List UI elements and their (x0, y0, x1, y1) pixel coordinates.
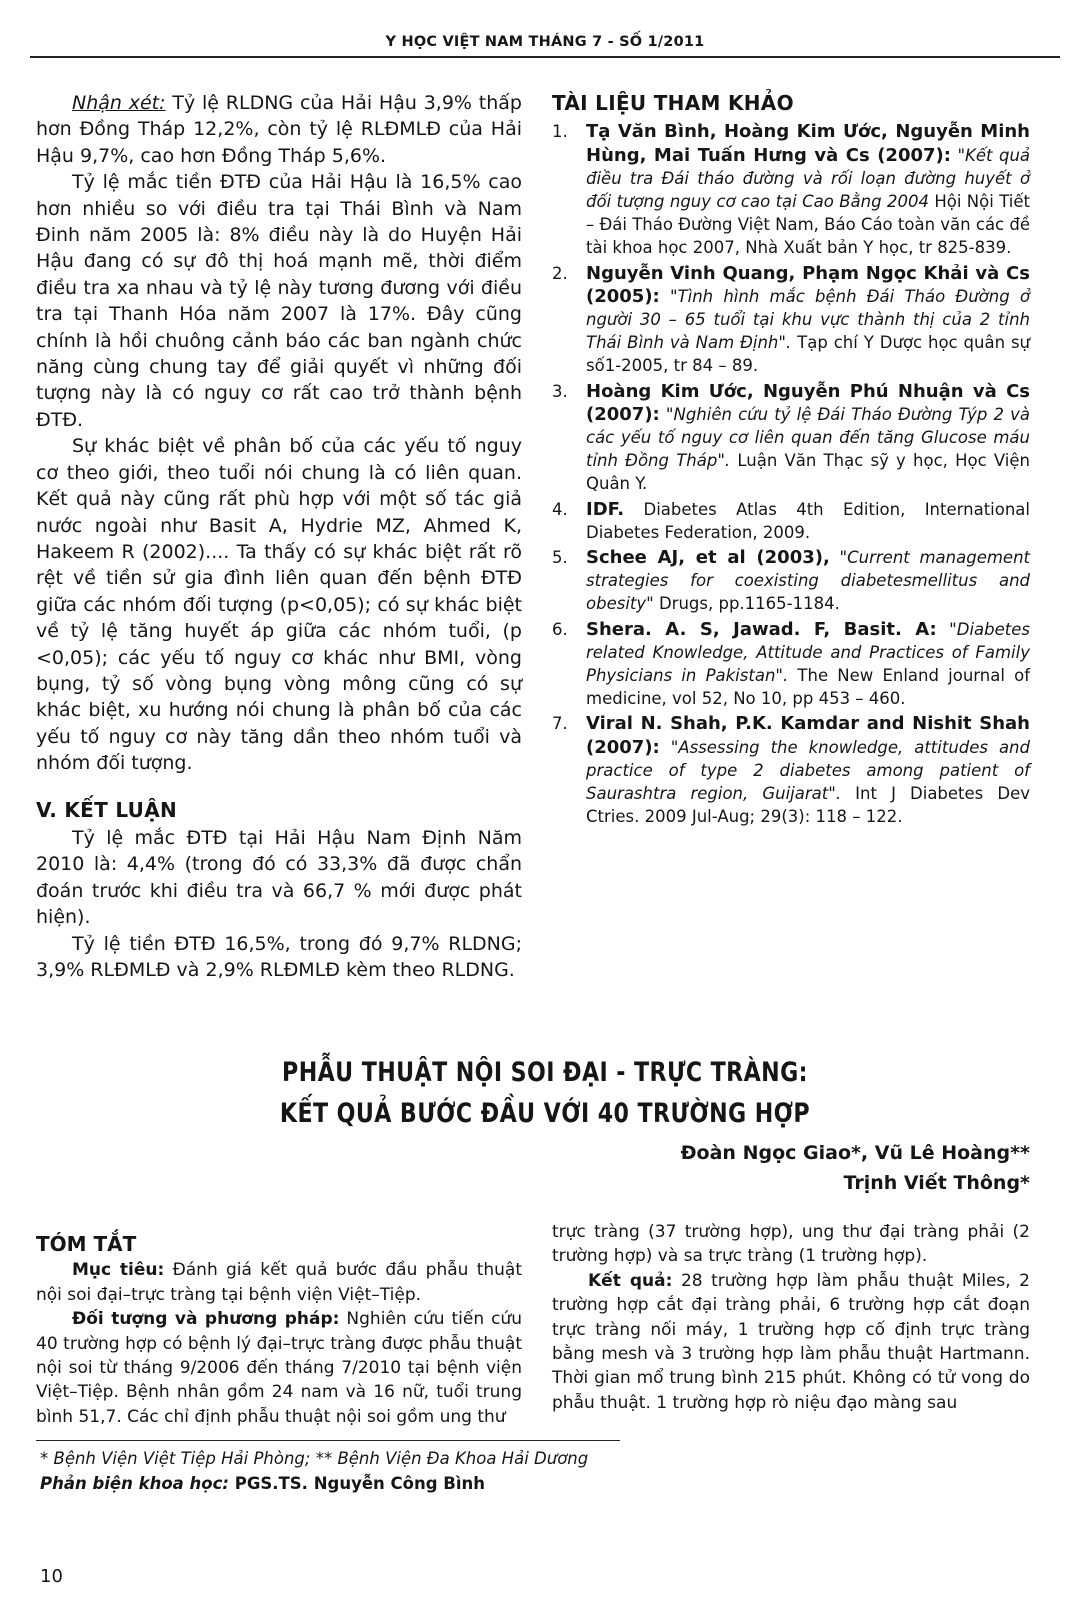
abstract-results (552, 1269, 1030, 1415)
reference-title: "Kết quả điều tra Đái tháo đường và rối loạn đường huyết ở đối tượng nguy cơ cao tại Cao Bằng 2004 (586, 145, 1031, 212)
paragraph: Sự khác biệt về phân bố của các yếu tố nguy cơ theo giới, theo tuổi nói chung là có liên quan. Kết quả này cũng rất phù hợp với một số tác giả nước ngoài như Basit A, Hydrie MZ, Ahmed K, Hakeem R (2002).... Ta thấy có sự khác biệt rất rõ rệt về tiền sử gia đình liên quan đến bệnh ĐTĐ giữa các nhóm đối tượng (p<0,05); có sự khác biệt về tỷ lệ tăng huyết áp giữa các nhóm tuổi, (p <0,05); các yếu tố nguy cơ khác như BMI, vòng bụng, tỷ số vòng bụng vòng mông cũng có sự khác biệt, xu hướng nói chung là phân bố của các yếu tố nguy cơ này tăng dần theo nhóm tuổi và nhóm đối tượng. (36, 435, 522, 775)
paragraph: Tỷ lệ tiền ĐTĐ 16,5%, trong đó 9,7% RLDNG; 3,9% RLĐMLĐ và 2,9% RLĐMLĐ kèm theo RLDNG. (36, 932, 522, 981)
reference-authors: Hoàng Kim Ước, Nguyễn Phú Nhuận và Cs (2007): (586, 380, 1030, 425)
reference-number: 6. (552, 619, 568, 639)
paragraph: Tỷ lệ mắc ĐTĐ tại Hải Hậu Nam Định Năm 2010 là: 4,4% (trong đó có 33,3% đã được chẩn đoán trước khi điều tra và 66,7 % mới được phát hiện). (36, 826, 522, 929)
paragraph-remark (36, 90, 522, 169)
reference-authors: Shera. A. S, Jawad. F, Basit. A: (586, 618, 937, 640)
affiliations: * Bệnh Viện Việt Tiệp Hải Phòng; ** Bệnh Viện Đa Khoa Hải Dương (40, 1449, 589, 1468)
footnote-divider (36, 1440, 620, 1441)
reference-number: 4. (552, 499, 568, 519)
reference-authors: Tạ Văn Bình, Hoàng Kim Ước, Nguyễn Minh Hùng, Mai Tuấn Hưng và Cs (2007): (586, 121, 1030, 166)
author-line: Đoàn Ngọc Giao*, Vũ Lê Hoàng** (680, 1142, 1030, 1164)
reference-source: Drugs, pp.1165-1184. (653, 594, 840, 614)
article-title (98, 1052, 992, 1134)
right-column (552, 90, 1030, 831)
abstract-methods (36, 1307, 522, 1429)
reference-item (552, 120, 1030, 259)
running-header: Y HỌC VIỆT NAM THÁNG 7 - SỐ 1/2011 (30, 34, 1060, 58)
abstract-objective (36, 1258, 522, 1307)
remark-label: Nhận xét: (72, 92, 166, 114)
reference-title: "Tình hình mắc bệnh Đái Tháo Đường ở người 30 – 65 tuổi tại khu vực thành thị của 2 tỉnh Thái Bình và Nam Định". (586, 286, 1030, 353)
article-title-line: KẾT QUẢ BƯỚC ĐẦU VỚI 40 TRƯỜNG HỢP (279, 1098, 811, 1129)
reference-number: 2. (552, 263, 568, 283)
article-authors (681, 1138, 1030, 1198)
reference-number: 7. (552, 714, 568, 734)
reference-source: Luận Văn Thạc sỹ y học, Học Viện Quân Y. (586, 451, 1030, 494)
abstract-left-column (36, 1232, 522, 1429)
reference-item (552, 498, 1030, 544)
reference-number: 5. (552, 548, 568, 568)
reference-item (552, 262, 1030, 378)
reference-title: "Assessing the knowledge, attitudes and practice of type 2 diabetes among patient of Saurashtra region, Guijarat". (586, 737, 1030, 804)
objective-text: Đánh giá kết quả bước đầu phẫu thuật nội soi đại–trực tràng tại bệnh viện Việt–Tiệp. (36, 1260, 522, 1305)
reviewer-label: Phản biện khoa học: (40, 1474, 230, 1493)
reference-list (552, 120, 1030, 828)
abstract-continuation: trực tràng (37 trường hợp), ung thư đại tràng phải (2 trường hợp) và sa trực tràng (1 trường hợp). (552, 1222, 1030, 1267)
reference-item (552, 380, 1030, 496)
section-heading: V. KẾT LUẬN (36, 797, 178, 822)
methods-label: Đối tượng và phương pháp: (72, 1309, 340, 1330)
reference-source: Tạp chí Y Dược học quân sự số1-2005, tr 84 – 89. (586, 333, 1030, 376)
reference-title: "Current management strategies for coexisting diabetesmellitus and obesity" (586, 548, 1030, 614)
results-text: 28 trường hợp làm phẫu thuật Miles, 2 trường hợp cắt đại tràng phải, 6 trường hợp cắt đoạn trực tràng nối máy, 1 trường hợp cố định trực tràng bằng mesh và 3 trường hợp làm phẫu thuật Hartmann. Thời gian mổ trung bình 215 phút. Không có tử vong do phẫu thuật. 1 trường hợp rò niệu đạo màng sau (552, 1270, 1030, 1413)
reference-item (552, 618, 1030, 711)
remark-text: Tỷ lệ RLDNG của Hải Hậu 3,9% thấp hơn Đồng Tháp 12,2%, còn tỷ lệ RLĐMLĐ của Hải Hậu 9,7%, cao hơn Đồng Tháp 5,6%. (36, 92, 522, 167)
reference-authors: Schee AJ, et al (2003), (586, 547, 830, 569)
reference-number: 1. (552, 122, 568, 142)
left-column (36, 90, 522, 983)
reference-authors: Nguyễn Vinh Quang, Phạm Ngọc Khải và Cs (2005): (586, 262, 1030, 307)
reference-source: Diabetes Atlas 4th Edition, International Diabetes Federation, 2009. (586, 499, 1030, 542)
author-line: Trịnh Viết Thông* (843, 1172, 1030, 1194)
reference-source: Int J Diabetes Dev Ctries. 2009 Jul-Aug; 29(3): 118 – 122. (586, 784, 1030, 827)
page-number: 10 (40, 1566, 63, 1587)
reference-source: Hội Nội Tiết – Đái Tháo Đường Việt Nam, Báo Cáo toàn văn các đề tài khoa học 2007, Nhà Xuất bản Y học, tr 825-839. (586, 192, 1030, 258)
footnote (40, 1446, 588, 1496)
abstract-right-column (552, 1220, 1030, 1415)
reference-title: "Nghiên cứu tỷ lệ Đái Tháo Đường Týp 2 và các yếu tố nguy cơ liên quan đến tăng Glucose máu tỉnh Đồng Tháp". (586, 404, 1030, 471)
results-label: Kết quả: (588, 1270, 673, 1291)
reference-number: 3. (552, 381, 568, 401)
reference-item (552, 712, 1030, 828)
paragraph: Tỷ lệ mắc tiền ĐTĐ của Hải Hậu là 16,5% cao hơn nhiều so với điều tra tại Thái Bình và Nam Đinh năm 2005 là: 8% điều này là do Huyện Hải Hậu đang có sự đô thị hoá mạnh mẽ, thời điểm điều tra xa nhau và tỷ lệ này tương đương với điều tra tại Thanh Hóa năm 2007 là 17%. Đây cũng chính là hồi chuông cảnh báo các ban ngành chức năng cùng chung tay để giải quyết vì những đối tượng này là có nguy cơ rất cao trở thành bệnh ĐTĐ. (36, 171, 522, 431)
reference-source: The New Enland journal of medicine, vol 52, No 10, pp 453 – 460. (586, 666, 1031, 709)
reference-authors: Viral N. Shah, P.K. Kamdar and Nishit Shah (2007): (586, 713, 1030, 758)
reference-item (552, 546, 1030, 616)
objective-label: Mục tiêu: (72, 1260, 165, 1281)
article-title-line: PHẪU THUẬT NỘI SOI ĐẠI - TRỰC TRÀNG: (282, 1057, 808, 1088)
reviewer-name: PGS.TS. Nguyễn Công Bình (229, 1474, 485, 1493)
reference-title: "Diabetes related Knowledge, Attitude and Practices of Family Physicians in Pakistan". (586, 619, 1031, 686)
abstract-heading: TÓM TẮT (36, 1232, 137, 1256)
reference-authors: IDF. (586, 498, 625, 520)
methods-text: Nghiên cứu tiến cứu 40 trường hợp có bệnh lý đại–trực tràng được phẫu thuật nội soi từ tháng 9/2006 đến tháng 7/2010 tại bệnh viện Việt–Tiệp. Bệnh nhân gồm 24 nam và 16 nữ, tuổi trung bình 51,7. Các chỉ định phẫu thuật nội soi gồm ung thư (36, 1309, 522, 1427)
references-heading: TÀI LIỆU THAM KHẢO (552, 91, 794, 115)
